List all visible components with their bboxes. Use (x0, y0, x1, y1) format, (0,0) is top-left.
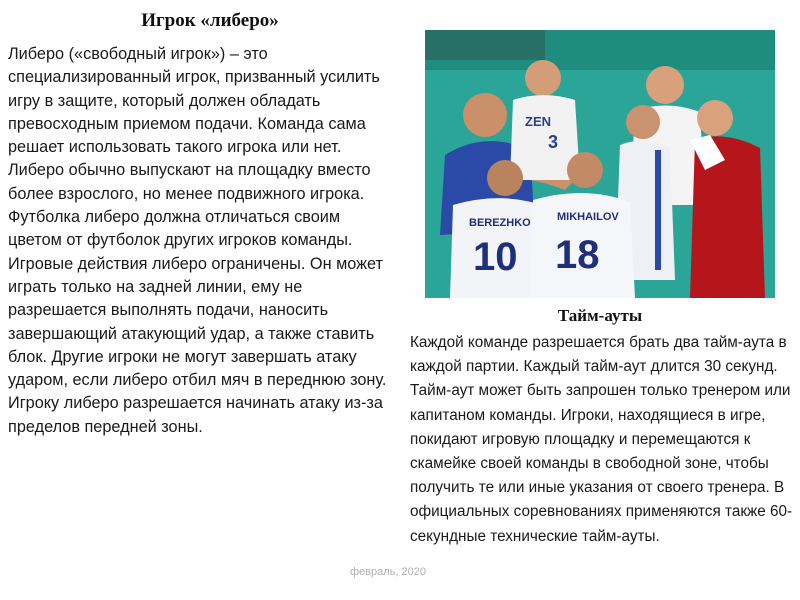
volleyball-team-photo (425, 30, 775, 298)
back-player-number: 3 (548, 132, 559, 152)
timeouts-text: Каждой команде разрешается брать два тайм-аута в каждой партии. Каждый тайм-аут длится 30 секунд. Тайм-аут может быть запрошен только тренером или капитаном команды. Игроки, находящиеся в игре, покидают игровую площадку и перемещаются к скамейке своей команды в свободной зоне, чтобы получить те или иные указания от своего тренера. В официальных соревнованиях применяются также 60-секундные технические тайм-ауты. (410, 334, 793, 545)
libero-paragraph-2: Игровые действия либеро ограничены. Он может играть только на задней линии, ему не разрешается выполнять подачи, наносить завершающий атакующий удар, а также ставить блок. Другие игроки не могут завершать атаку ударом, если либеро отбил мяч в переднюю зону. Игроку либеро разрешается начинать атаку из-за пределов передней зоны. (8, 254, 387, 436)
jersey-number-18: 18 (555, 233, 600, 277)
jersey-name-berezhko: BEREZHKO (469, 217, 531, 229)
libero-text (8, 43, 393, 439)
timeouts-title: Тайм-ауты (557, 306, 643, 325)
libero-title: Игрок «либеро» (141, 10, 279, 31)
footer-date: февраль, 2020 (350, 566, 426, 578)
libero-paragraph-1: Либеро («свободный игрок») – это специализированный игрок, призванный усилить игру в защите, который должен обладать превосходным приемом подачи. Команда сама решает использовать такого игрока или нет. Либеро обычно выпускают на площадку вместо более взрослого, но менее подвижного игрока. Футболка либеро должна отличаться своим цветом от футболок других игроков команды. (8, 45, 380, 250)
jersey-number-10: 10 (473, 235, 518, 279)
back-player-text: ZEN (525, 114, 551, 129)
jersey-name-mikhailov: MIKHAILOV (557, 211, 619, 223)
